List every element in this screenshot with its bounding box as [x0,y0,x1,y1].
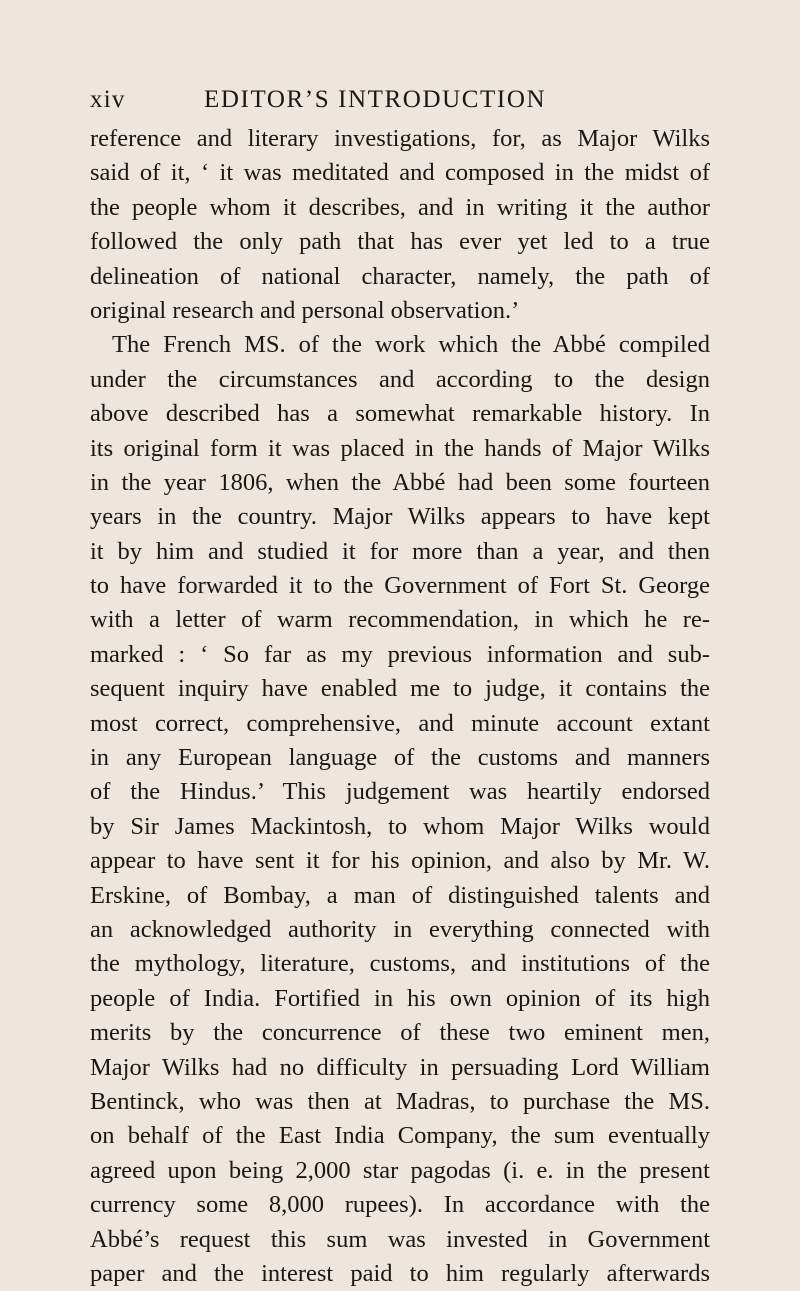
text-line: an acknowledged authority in everything connected with [90,915,710,943]
text-line: merits by the concurrence of these two eminent men, [90,1019,710,1047]
body-text [90,122,710,1291]
text-line: in the year 1806, when the Abbé had been some fourteen [90,468,710,496]
text-line: Erskine, of Bombay, a man of distinguished talents and [90,881,710,909]
text-line: in any European language of the customs and manners [90,744,710,772]
text-line: followed the only path that has ever yet led to a true [90,228,710,256]
text-line: reference and literary investigations, for, as Major Wilks [90,125,710,152]
text-line: to have forwarded it to the Government of Fort St. George [90,572,710,600]
text-line: of the Hindus.’ This judgement was heartily endorsed [90,778,710,806]
text-line: Major Wilks had no difficulty in persuading Lord William [90,1053,710,1081]
text-line: The French MS. of the work which the Abbé compiled [112,331,710,359]
text-line: the mythology, literature, customs, and institutions of the [90,950,710,978]
text-line: its original form it was placed in the hands of Major Wilks [90,434,710,462]
running-title: EDITOR’S INTRODUCTION [204,86,547,113]
text-line: said of it, ‘ it was meditated and composed in the midst of [90,159,710,187]
text-line: people of India. Fortified in his own opinion of its high [90,984,710,1012]
text-line: sequent inquiry have enabled me to judge, it contains the [90,675,710,703]
text-line: on behalf of the East India Company, the sum eventually [90,1122,710,1150]
text-line: Bentinck, who was then at Madras, to purchase the MS. [90,1087,710,1115]
text-line: appear to have sent it for his opinion, and also by Mr. W. [90,847,710,875]
text-line: Abbé’s request this sum was invested in Government [90,1225,710,1253]
text-line: above described has a somewhat remarkable history. In [90,400,710,428]
running-head [90,86,700,116]
text-line: currency some 8,000 rupees). In accordance with the [90,1191,710,1219]
text-line: agreed upon being 2,000 star pagodas (i. e. in the present [90,1156,710,1184]
text-line: it by him and studied it for more than a year, and then [90,537,710,565]
text-line: years in the country. Major Wilks appears to have kept [90,503,710,531]
text-line: paper and the interest paid to him regularly afterwards [90,1259,710,1287]
text-line: with a letter of warm recommendation, in which he re- [90,606,710,634]
text-line: original research and personal observation.’ [90,296,520,324]
text-line: by Sir James Mackintosh, to whom Major Wilks would [90,812,710,840]
text-line: delineation of national character, namely, the path of [90,262,710,290]
page-number: xiv [90,86,126,113]
text-line: the people whom it describes, and in writing it the author [90,193,710,221]
text-line: most correct, comprehensive, and minute account extant [90,709,710,737]
text-line: under the circumstances and according to the design [90,365,710,393]
text-line: marked : ‘ So far as my previous information and sub- [90,640,710,668]
